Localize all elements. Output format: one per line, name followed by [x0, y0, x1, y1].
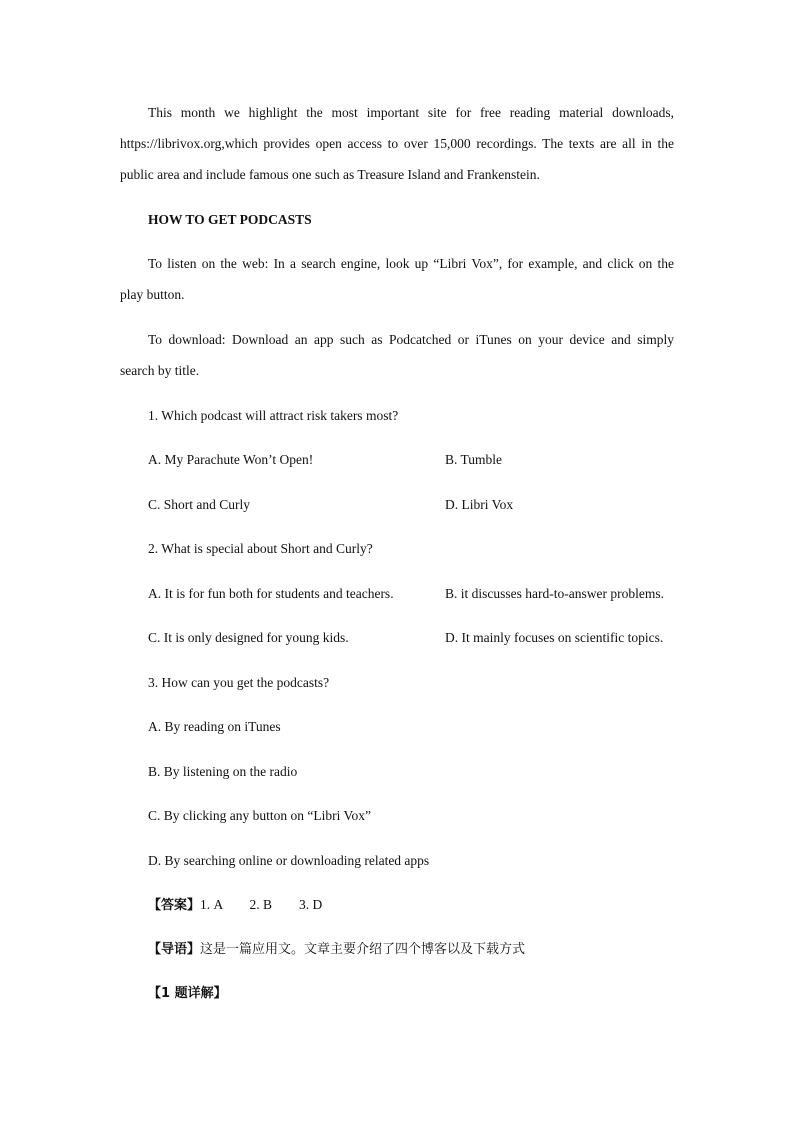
guide-label: 【导语】: [148, 942, 201, 957]
web-line-1: To listen on the web: In a search engine, look up “Libri Vox”, for example, and click on the: [148, 256, 674, 271]
web-line-2: play button.: [120, 287, 185, 302]
guide-text: 这是一篇应用文。文章主要介绍了四个博客以及下载方式: [200, 942, 526, 957]
download-line-1: To download: Download an app such as Podcatched or iTunes on your device and simply: [148, 332, 674, 347]
question-1-option-d: D. Libri Vox: [445, 497, 514, 512]
question-1-option-b: B. Tumble: [445, 452, 503, 467]
question-2-option-b: B. it discusses hard-to-answer problems.: [445, 586, 664, 601]
question-3-option-a: A. By reading on iTunes: [148, 719, 281, 734]
question-2-stem: 2. What is special about Short and Curly?: [148, 541, 373, 556]
detail-label: 【1 题详解】: [148, 986, 227, 1001]
question-2-option-d: D. It mainly focuses on scientific topics.: [445, 630, 664, 645]
section-heading: HOW TO GET PODCASTS: [148, 212, 312, 227]
answer-row: [148, 897, 322, 914]
answer-values: 1. A 2. B 3. D: [200, 897, 323, 912]
question-1-option-a: A. My Parachute Won’t Open!: [148, 452, 314, 467]
question-2-option-c: C. It is only designed for young kids.: [148, 630, 349, 645]
answer-label: 【答案】: [148, 898, 201, 913]
question-3-stem: 3. How can you get the podcasts?: [148, 675, 330, 690]
question-3-option-b: B. By listening on the radio: [148, 764, 298, 779]
question-2-option-a: A. It is for fun both for students and teachers.: [148, 586, 394, 601]
question-1-option-c: C. Short and Curly: [148, 497, 251, 512]
question-3-option-d: D. By searching online or downloading related apps: [148, 853, 430, 868]
question-3-option-c: C. By clicking any button on “Libri Vox”: [148, 808, 371, 823]
intro-line-3: public area and include famous one such as Treasure Island and Frankenstein.: [120, 167, 540, 182]
guide-row: [148, 942, 525, 958]
question-1-stem: 1. Which podcast will attract risk takers most?: [148, 408, 399, 423]
download-line-2: search by title.: [120, 363, 200, 378]
intro-line-1: This month we highlight the most important site for free reading material downloads,: [148, 105, 674, 120]
intro-line-2: https://librivox.org,which provides open access to over 15,000 recordings. The texts are all in the: [120, 136, 674, 151]
